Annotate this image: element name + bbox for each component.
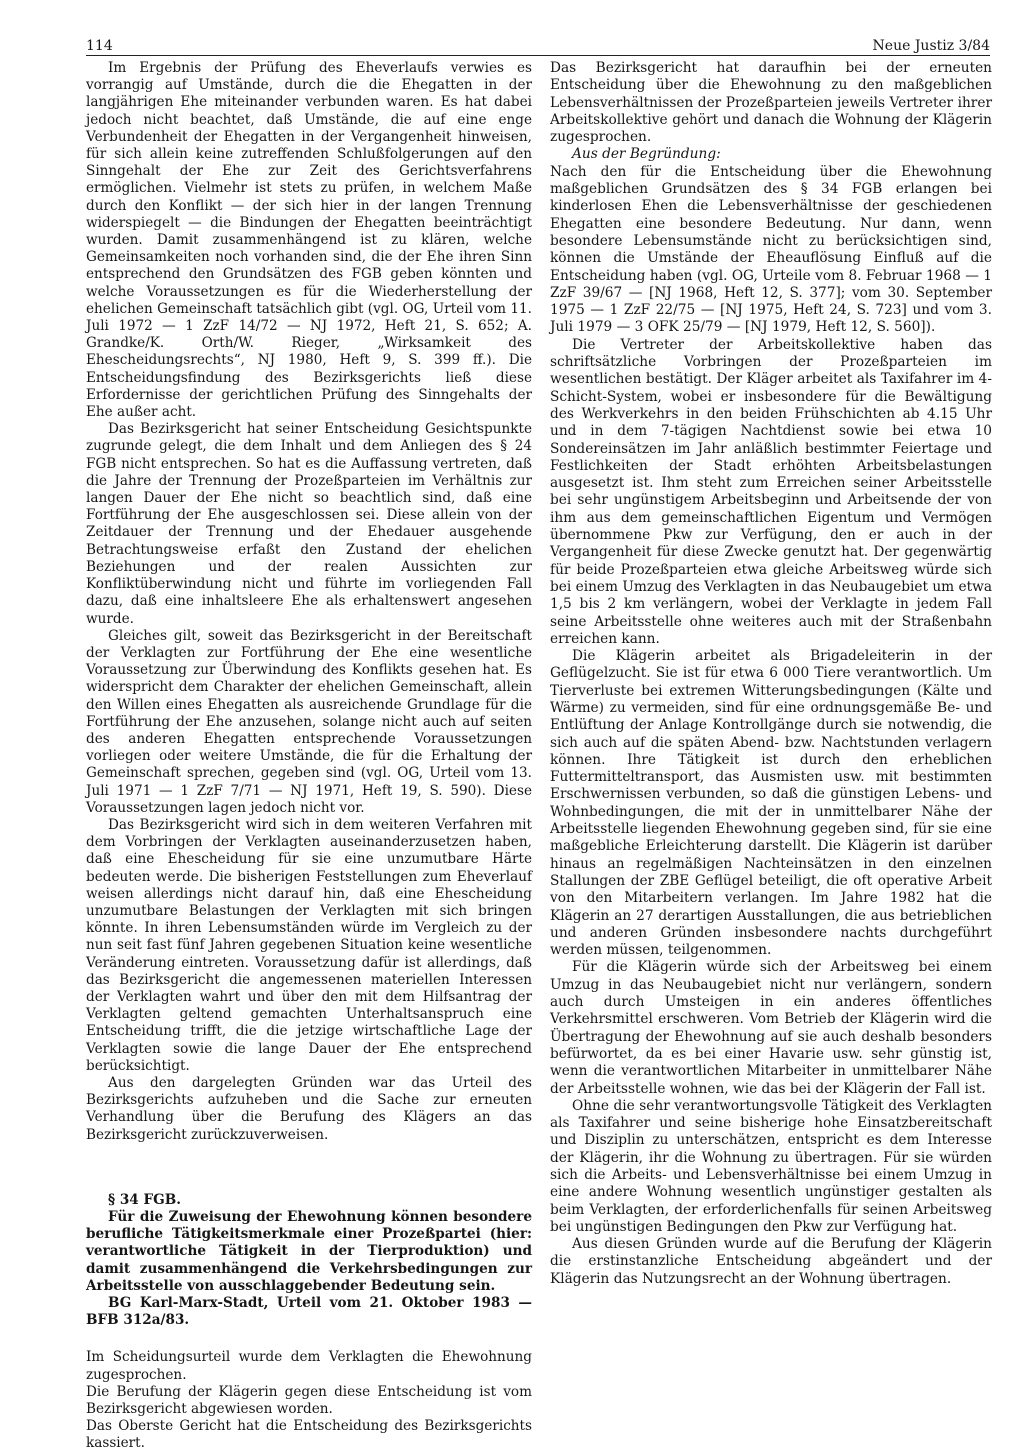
journal-title: Neue Justiz 3/84 [872,38,990,54]
case-title: § 34 FGB. [108,1191,181,1208]
section-gap [86,1329,532,1349]
paragraph: Aus den dargelegten Gründen war das Urteil des Bezirksgerichts aufzuheben und die Sache zur erneuten Verhandlung über die Berufung des Klägers an das Bezirksgericht zurückzuverweisen. [86,1074,532,1143]
paragraph: Das Oberste Gericht hat die Entscheidung des Bezirksgerichts kassiert. [86,1418,532,1452]
paragraph: Aus diesen Gründen wurde auf die Berufung der Klägerin die erstinstanzliche Entscheidung abgeändert und der Klägerin das Nutzungsrecht an der Wohnung übertragen. [550,1236,992,1287]
page-number: 114 [86,38,113,54]
paragraph: Das Bezirksgericht hat seiner Entscheidung Gesichtspunkte zugrunde gelegt, die dem Inhalt und dem Anliegen des § 24 FGB nicht entsprechen. So hat es die Auffassung vertreten, daß die Jahre der Trennung der Prozeßparteien im Verhältnis zur langen Dauer der Ehe nicht so beachtlich sind, daß eine Fortführung der Ehe ausgeschlossen sei. Diese allein von der Zeitdauer der Trennung und der Ehedauer ausgehende Betrachtungsweise erfaßt den Zustand der ehelichen Beziehungen und der realen Aussichten zur Konfliktüberwindung nicht und führte im vorliegenden Fall dazu, daß eine inhaltsleere Ehe als erhaltenswert angesehen wurde. [86,421,532,627]
paragraph-continuation: Das Bezirksgericht hat daraufhin bei der erneuten Entscheidung über die Ehewohnung zu den maßgeblichen Lebensverhältnissen der Prozeßparteien jeweils Vertreter ihrer Arbeitskollektive gehört und danach die Wohnung der Klägerin zugesprochen. [550,60,992,146]
header-rule [86,55,990,56]
case-headnote: Für die Zuweisung der Ehewohnung können besondere berufliche Tätigkeitsmerkmale einer Prozeßpartei (hier: verantwortliche Tätigkeit in der Tierproduktion) und damit zusammenhängend die Verkehrsbedingungen zur Arbeitsstelle von ausschlaggebender Bedeutung sein. [86,1209,532,1294]
paragraph: Im Scheidungsurteil wurde dem Verklagten die Ehewohnung zugesprochen. [86,1349,532,1383]
page-header [86,30,990,56]
paragraph: Ohne die sehr verantwortungsvolle Tätigkeit des Verklagten als Taxifahrer und seine bisherige hohe Einsatzbereitschaft und Disziplin zu unterschätzen, entspricht es dem Interesse der Klägerin, ihr die Wohnung zu übertragen. Für sie würden sich die Arbeits- und Lebensverhältnisse bei einem Umzug in eine andere Wohnung wesentlich ungünstiger gestalten als beim Verklagten, der erforderlichenfalls für seinen Arbeitsweg bei ungünstigen Bedingungen den Pkw zur Verfügung hat. [550,1097,992,1235]
paragraph: Die Vertreter der Arbeitskollektive haben das schriftsätzliche Vorbringen der Prozeßparteien im wesentlichen bestätigt. Der Kläger arbeitet als Taxifahrer im 4-Schicht-System, wobei er insbesondere für die Bewältigung des Werkverkehrs in den beiden Frühschichten ab 4.15 Uhr und in dem 7-tägigen Nachtdienst sowie bei etwa 10 Sondereinsätzen im Jahr anläßlich bestimmter Feiertage und Festlichkeiten der Stadt erhöhten Arbeitsbelastungen ausgesetzt ist. Ihm steht zum Erreichen seiner Arbeitsstelle bei sehr ungünstigem Arbeitsbeginn und Arbeitsende der von ihm aus dem gemeinschaftlichen Eigentum und Vermögen übernommene Pkw zur Verfügung, den er auch in der Vergangenheit für diese Zwecke genutzt hat. Der gegenwärtig für beide Prozeßparteien etwa gleiche Arbeitsweg würde sich bei einem Umzug des Verklagten in das Neubaugebiet um etwa 1,5 bis 2 km verlängern, wobei der Verklagte in jedem Fall seine Arbeitsstelle ohne weiteres auch mit der Straßenbahn erreichen kann. [550,336,992,647]
paragraph: Im Ergebnis der Prüfung des Eheverlaufs verwies es vorrangig auf Umstände, durch die die Ehegatten in der langjährigen Ehe miteinander verbunden waren. Es hat dabei jedoch nicht beachtet, daß Umstände, die auf eine enge Verbundenheit der Ehegatten in der Vergangenheit hinweisen, für sich allein keine zutreffenden Schlußfolgerungen auf den Sinngehalt der Ehe zur Zeit des Gerichtsverfahrens ermöglichen. Vielmehr ist stets zu prüfen, in welchem Maße durch den Konflikt — der sich hier in der langen Trennung widerspiegelt — die Bindungen der Ehegatten beeinträchtigt wurden. Damit zusammenhängend ist zu klären, welche Gemeinsamkeiten noch vorhanden sind, die der Ehe ihren Sinn entsprechend den Grundsätzen des FGB geben könnten und welche Voraussetzungen es für die Wiederherstellung der ehelichen Gemeinschaft tatsächlich gibt (vgl. OG, Urteil vom 11. Juli 1972 — 1 ZzF 14/72 — NJ 1972, Heft 21, S. 652; A. Grandke/K. Orth/W. Rieger, „Wirksamkeit des Ehescheidungsrechts“, NJ 1980, Heft 9, S. 399 ff.). Die Entscheidungsfindung des Bezirksgerichts ließ diese Erfordernisse der gerichtlichen Prüfung des Sinngehalts der Ehe außer acht. [86,60,532,421]
paragraph: Das Bezirksgericht wird sich in dem weiteren Verfahren mit dem Vorbringen der Verklagten auseinanderzusetzen haben, daß eine Ehescheidung für sie eine unzumutbare Härte bedeuten werde. Die bisherigen Feststellungen zum Eheverlauf weisen allerdings nicht darauf hin, daß eine Ehescheidung unzumutbare Belastungen der Verklagten mit sich bringen könnte. In ihren Lebensumständen würde im Vergleich zu der nun seit fast fünf Jahren gegebenen Situation keine wesentliche Veränderung eintreten. Voraussetzung dafür ist allerdings, daß das Bezirksgericht die angemessenen materiellen Interessen der Verklagten wahrt und über den mit dem Hilfsantrag der Verklagten geltend gemachten Unterhaltsanspruch eine Entscheidung trifft, die die jetzige wirtschaftliche Lage der Verklagten sowie die lange Dauer der Ehe entsprechend berücksichtigt. [86,816,532,1074]
section-gap [86,1144,532,1192]
paragraph: Nach den für die Entscheidung über die Ehewohnung maßgeblichen Grundsätzen des § 34 FGB erlangen bei kinderlosen Ehen die Lebensverhältnisse der geschiedenen Ehegatten eine besondere Bedeutung. Nur dann, wenn besondere Lebensumstände nicht zu berücksichtigen sind, können die Umstände der Eheauflösung Einfluß auf die Entscheidung haben (vgl. OG, Urteile vom 8. Februar 1968 — 1 ZzF 39/67 — [NJ 1968, Heft 12, S. 377]; vom 30. September 1975 — 1 ZzF 22/75 — [NJ 1975, Heft 24, S. 723] und vom 3. Juli 1979 — 3 OFK 25/79 — [NJ 1979, Heft 12, S. 560]). [550,163,992,336]
paragraph: Für die Klägerin würde sich der Arbeitsweg bei einem Umzug in das Neubaugebiet nicht nur verlängern, sondern auch durch Umsteigen in ein anderes öffentliches Verkehrsmittel erschweren. Vom Betrieb der Klägerin wird die Übertragung der Ehewohnung auf sie auch deshalb besonders befürwortet, da es bei einer Havarie usw. sehr günstig ist, wenn die verantwortlichen Mitarbeiter in unmittelbarer Nähe der Arbeitsstelle wohnen, wie das bei der Klägerin der Fall ist. [550,959,992,1097]
paragraph: Die Berufung der Klägerin gegen diese Entscheidung ist vom Bezirksgericht abgewiesen worden. [86,1383,532,1418]
paragraph: Die Klägerin arbeitet als Brigadeleiterin in der Geflügelzucht. Sie ist für etwa 6 000 Tiere verantwortlich. Um Tierverluste bei extremen Witterungsbedingungen (Kälte und Wärme) zu vermeiden, sind für eine ordnungsgemäße Be- und Entlüftung der Anlage Kontrollgänge durch sie notwendig, die sich auch auf die späten Abend- bzw. Nachtstunden verlagern können. Ihre Tätigkeit ist durch den erheblichen Futtermitteltransport, das Ausmisten usw. mit bestimmten Erschwernissen verbunden, so daß die günstigen Lebens- und Wohnbedingungen, die mit der in unmittelbarer Nähe der Arbeitsstelle liegenden Ehewohnung gegeben sind, für sie eine maßgebliche Erleichterung darstellt. Die Klägerin ist darüber hinaus an regelmäßigen Nachteinsätzen in den einzelnen Stallungen der ZBE Geflügel beteiligt, die oft operative Arbeit von den Mitarbeitern verlangen. Im Jahre 1982 hat die Klägerin an 27 derartigen Ausstallungen, die aus betrieblichen und anderen Gründen insbesondere nachts durchgeführt werden müssen, teilgenommen. [550,648,992,959]
right-column [550,60,992,1288]
case-court-citation: BG Karl-Marx-Stadt, Urteil vom 21. Oktober 1983 — BFB 312a/83. [86,1295,532,1329]
subheading: Aus der Begründung: [572,146,721,163]
left-column [86,60,532,1453]
paragraph: Gleiches gilt, soweit das Bezirksgericht in der Bereitschaft der Verklagten zur Fortführung der Ehe eine wesentliche Voraussetzung zur Überwindung des Konflikts gesehen hat. Es widerspricht dem Charakter der ehelichen Gemeinschaft, allein den Willen eines Ehegatten als ausreichende Grundlage für die Fortführung der Ehe anzusehen, solange nicht auch auf seiten des anderen Ehegatten entsprechende Voraussetzungen vorliegen oder weitere Umstände, die für die Erhaltung der Gemeinschaft sprechen, gegeben sind (vgl. OG, Urteil vom 13. Juli 1971 — 1 ZzF 7/71 — NJ 1971, Heft 19, S. 590). Diese Voraussetzungen lagen jedoch nicht vor. [86,627,532,816]
